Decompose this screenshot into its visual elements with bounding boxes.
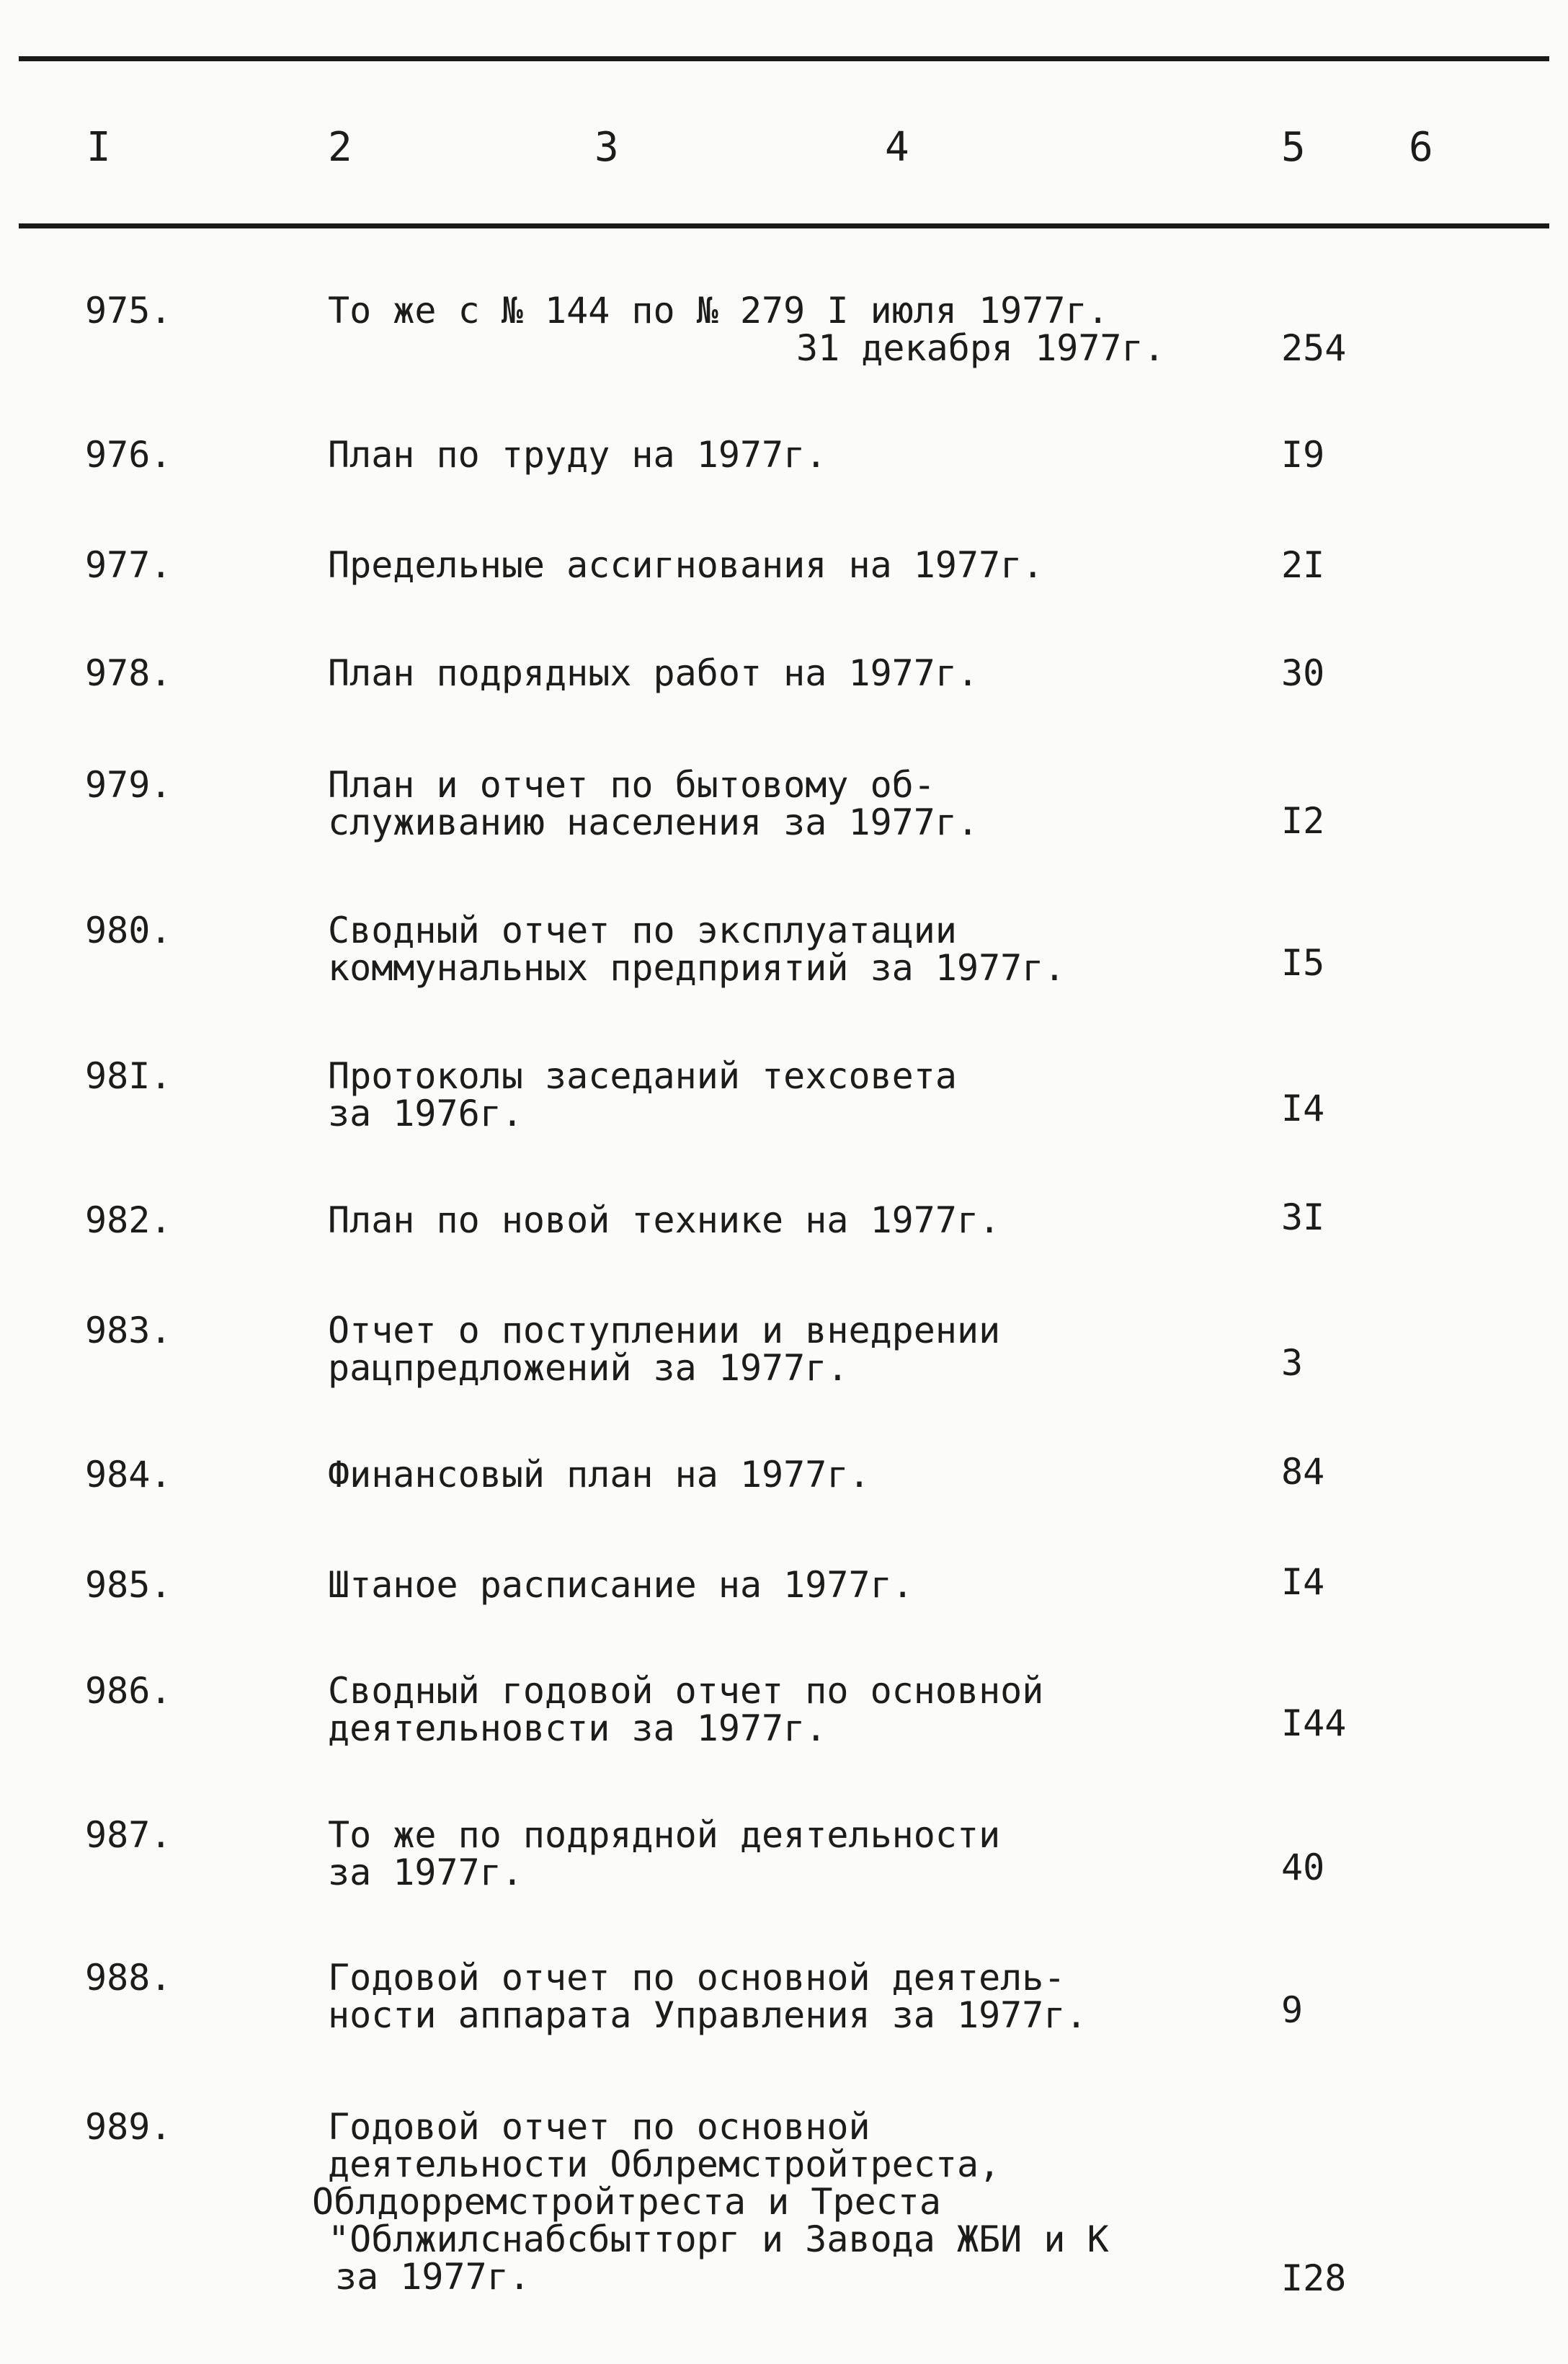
entry-title — [328, 1672, 1265, 1747]
title-line: коммунальных предприятий за 1977г. — [328, 947, 1066, 989]
title-line: Протоколы заседаний техсовета — [328, 1055, 957, 1097]
title-line: ности аппарата Управления за 1977г. — [328, 1994, 1087, 2036]
entry-number: 977. — [85, 544, 172, 586]
entry-number: 979. — [85, 764, 172, 806]
entry-number: 975. — [85, 290, 172, 332]
sheet-count: 40 — [1281, 1847, 1325, 1888]
entry-title — [328, 1959, 1265, 2034]
entry-number: 989. — [85, 2106, 172, 2148]
column-header-5: 5 — [1281, 124, 1306, 171]
title-line: План по новой технике на 1977г. — [328, 1199, 1001, 1241]
title-line: Облдорремстройтреста и Треста — [312, 2181, 941, 2223]
entry-title — [328, 546, 1265, 584]
title-line: Финансовый план на 1977г. — [328, 1454, 870, 1496]
entry-title — [328, 654, 1265, 692]
sheet-count: 30 — [1281, 652, 1325, 694]
entry-number: 98I. — [85, 1055, 172, 1097]
entry-title — [328, 1312, 1265, 1387]
entry-number: 986. — [85, 1670, 172, 1712]
column-header-2: 2 — [328, 124, 352, 171]
entry-number: 982. — [85, 1199, 172, 1241]
sheet-count: 254 — [1281, 327, 1347, 369]
entry-title — [312, 2106, 1265, 2298]
sheet-count: 9 — [1281, 1989, 1304, 2031]
entry-number: 976. — [85, 434, 172, 476]
title-line: Годовой отчет по основной деятель- — [328, 1957, 1066, 1999]
entry-number: 983. — [85, 1310, 172, 1351]
column-header-6: 6 — [1409, 124, 1433, 171]
title-line: за 1976г. — [328, 1093, 523, 1134]
sheet-count: I28 — [1281, 2257, 1347, 2299]
title-line: за 1977г. — [335, 2256, 530, 2298]
sheet-count: I4 — [1281, 1561, 1325, 1603]
title-line: деятельности Облремстройтреста, — [328, 2143, 1001, 2185]
entry-title — [328, 1201, 1265, 1239]
column-header-1: I — [86, 124, 111, 171]
title-line: Сводный отчет по эксплуатации — [328, 910, 957, 951]
title-line: "Облжилснабсбытторг и Завода ЖБИ и К — [328, 2218, 1109, 2260]
title-line: Сводный годовой отчет по основной — [328, 1670, 1044, 1712]
sheet-count: 3I — [1281, 1196, 1325, 1238]
entry-title — [328, 1057, 1265, 1132]
entry-title — [328, 766, 1265, 841]
column-header-3: 3 — [594, 124, 619, 171]
title-line: План по труду на 1977г. — [328, 434, 827, 476]
entry-number: 984. — [85, 1454, 172, 1496]
title-line: служиванию населения за 1977г. — [328, 801, 979, 843]
title-line: То же с № 144 по № 279 I июля 1977г. — [328, 290, 1109, 332]
title-line: Отчет о поступлении и внедрении — [328, 1310, 1001, 1351]
entry-number: 988. — [85, 1957, 172, 1999]
title-line: Предельные ассигнования на 1977г. — [328, 544, 1044, 586]
sheet-count: I4 — [1281, 1088, 1325, 1129]
entry-title — [328, 292, 1265, 367]
top-rule — [19, 56, 1549, 61]
title-line: План подрядных работ на 1977г. — [328, 652, 979, 694]
entry-title — [328, 436, 1265, 474]
entry-number: 987. — [85, 1814, 172, 1856]
entry-title — [328, 1454, 1265, 1496]
sheet-count: I44 — [1281, 1702, 1347, 1744]
title-line: 31 декабря 1977г. — [796, 327, 1165, 369]
title-line: Штаное расписание на 1977г. — [328, 1564, 914, 1606]
sheet-count: 84 — [1281, 1451, 1325, 1493]
title-line: Годовой отчет по основной — [328, 2106, 870, 2148]
entry-title — [328, 912, 1265, 987]
title-line: за 1977г. — [328, 1852, 523, 1893]
title-line: То же по подрядной деятельности — [328, 1814, 1001, 1856]
title-line: План и отчет по бытовому об- — [328, 764, 935, 806]
entry-number: 985. — [85, 1564, 172, 1606]
sheet-count: 2I — [1281, 544, 1325, 586]
title-line: рацпредложений за 1977г. — [328, 1347, 849, 1389]
sheet-count: I2 — [1281, 800, 1325, 842]
column-header-4: 4 — [885, 124, 909, 171]
entry-number: 980. — [85, 910, 172, 951]
sheet-count: I5 — [1281, 942, 1325, 984]
header-rule — [19, 223, 1549, 228]
title-line: деятельновсти за 1977г. — [328, 1707, 827, 1749]
entry-number: 978. — [85, 652, 172, 694]
sheet-count: 3 — [1281, 1342, 1304, 1384]
sheet-count: I9 — [1281, 434, 1325, 476]
entry-title — [328, 1816, 1265, 1891]
entry-title — [328, 1566, 1265, 1604]
